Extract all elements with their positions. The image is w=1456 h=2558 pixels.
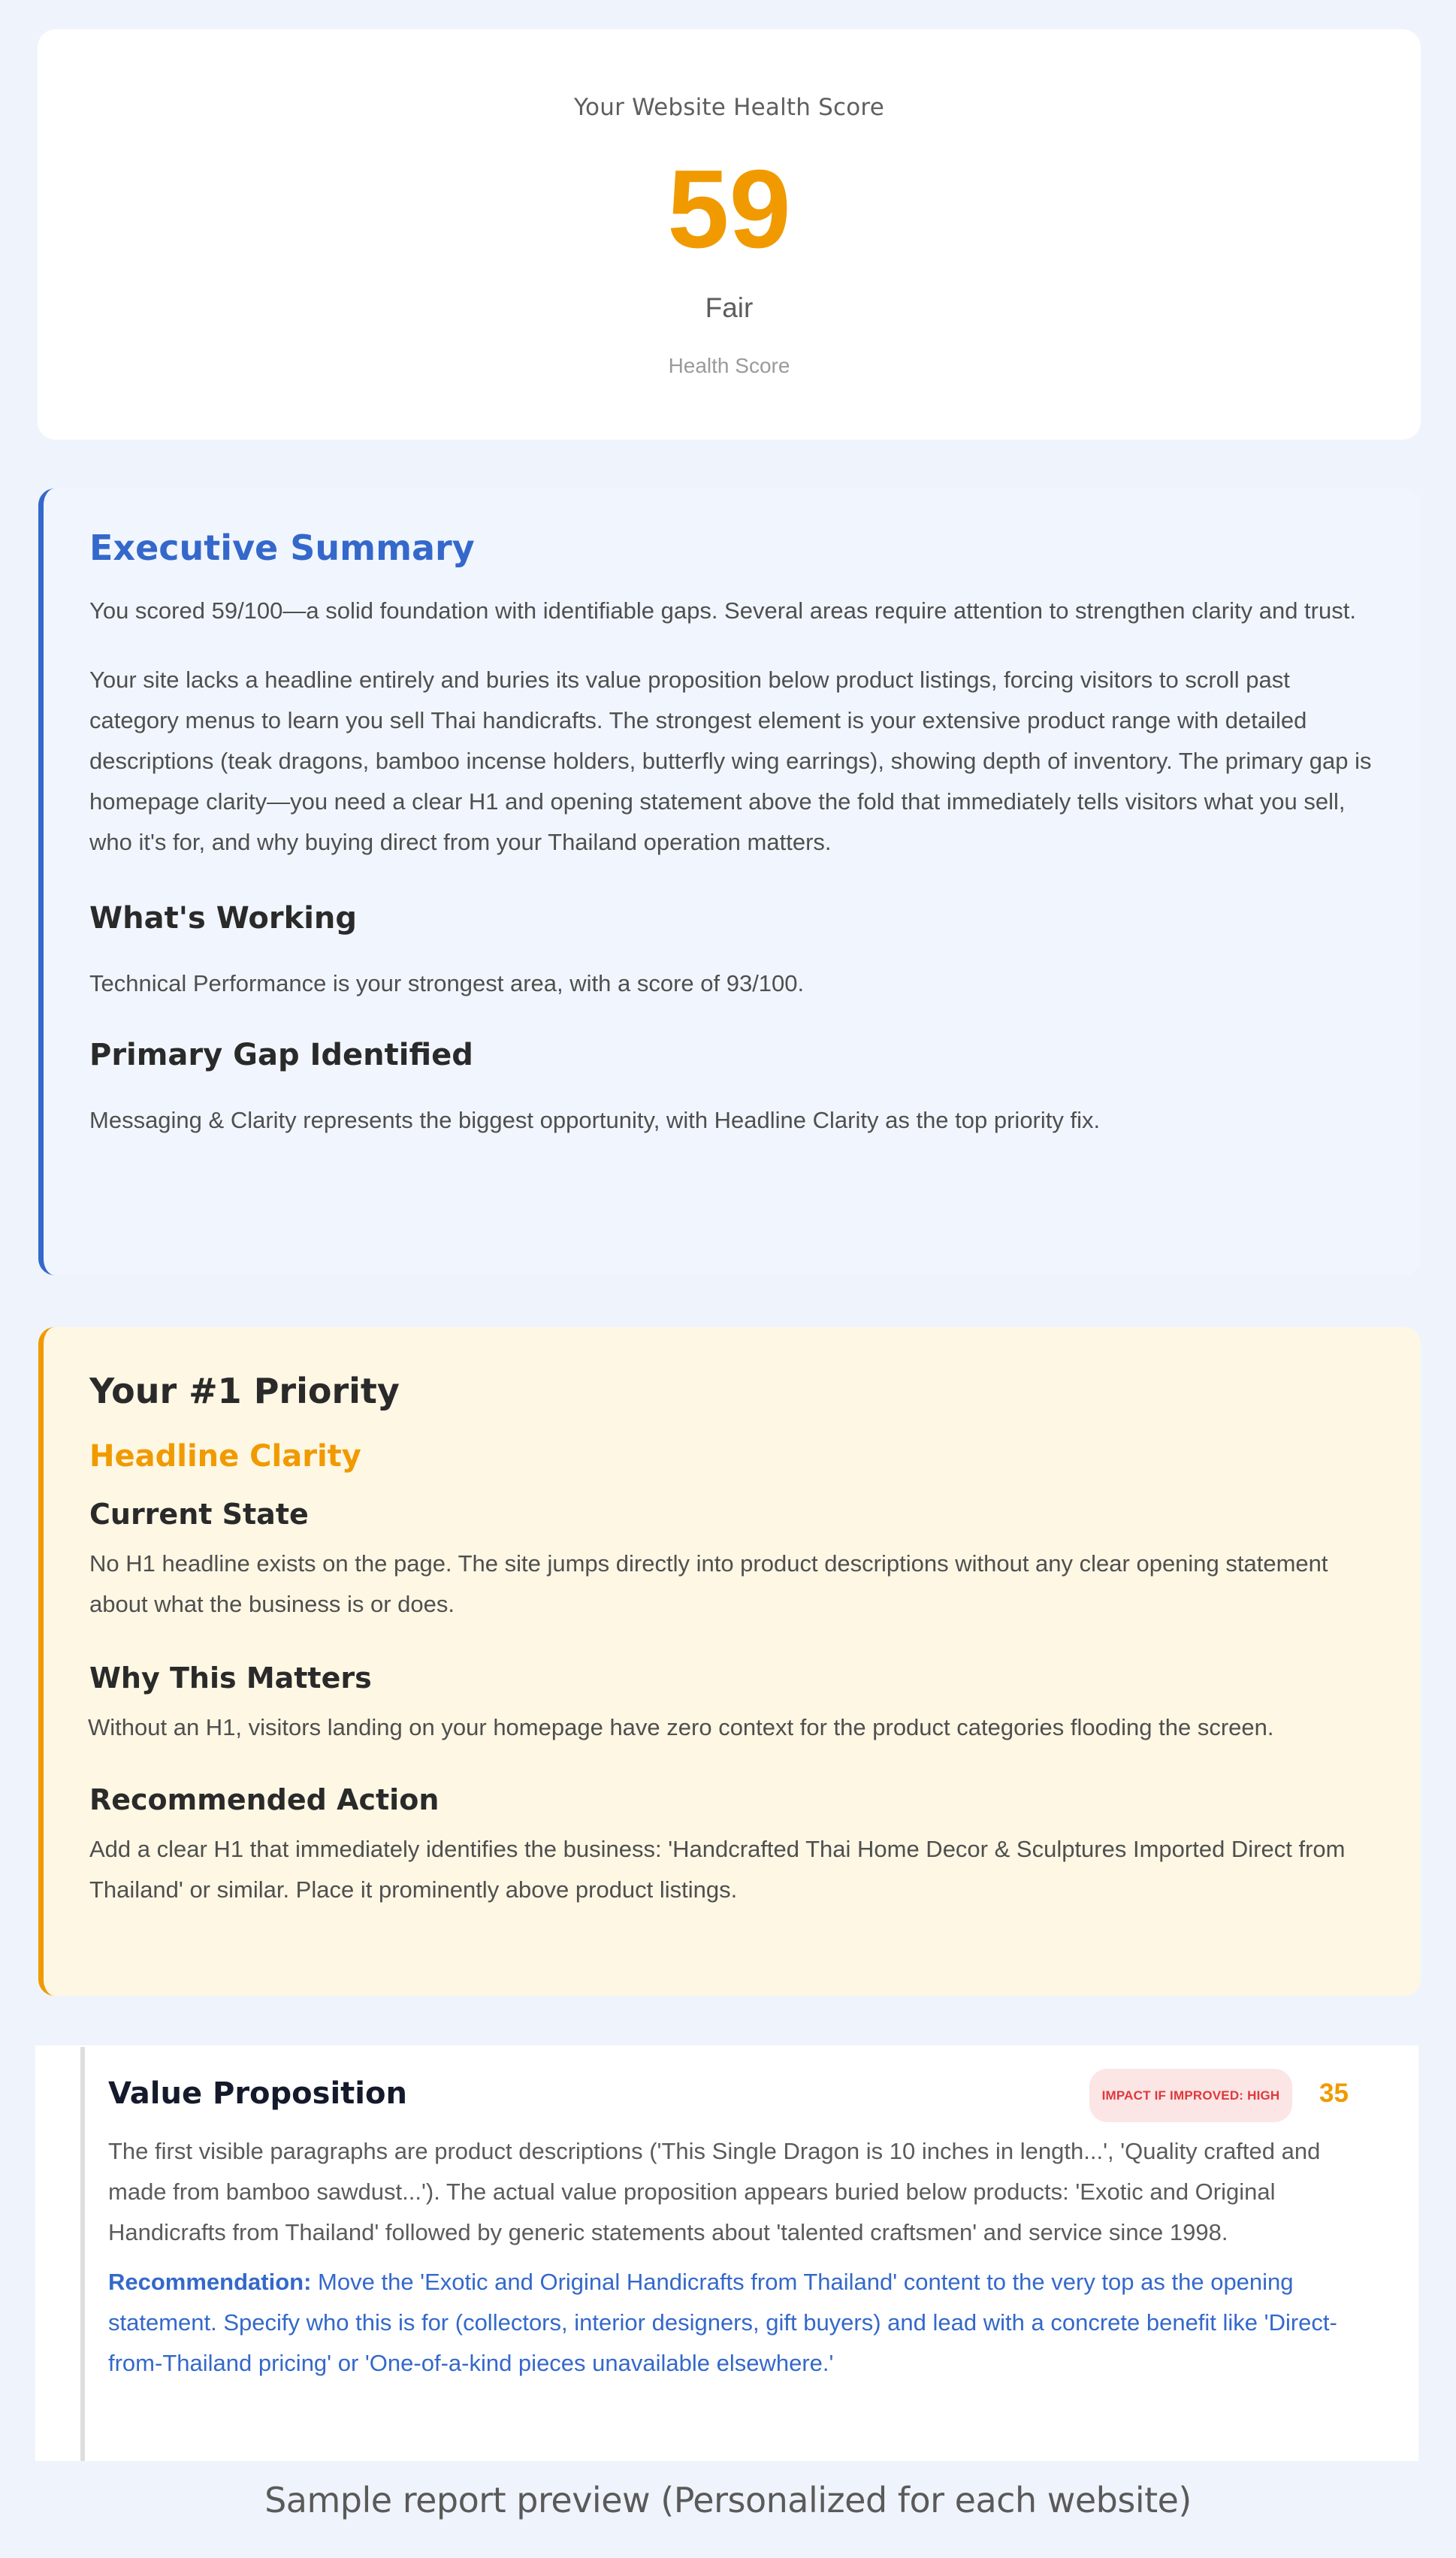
- top-priority-card: [38, 1327, 1421, 1996]
- finding-item-value-proposition: [80, 2047, 1373, 2461]
- primary-gap-text: Messaging & Clarity represents the biggest opportunity, with Headline Clarity as the top priority fix.: [89, 1107, 1101, 1133]
- finding-description: The first visible paragraphs are product descriptions ('This Single Dragon is 10 inches in length...', 'Quality crafted and made from bamboo sawdust...'). The actual value proposition appears buried below products: 'Exotic and Original Handicrafts from Thailand' followed by generic statements about 'talented craftsmen' and service since 1998.: [108, 2138, 1321, 2245]
- impact-badge: IMPACT IF IMPROVED: HIGH: [1089, 2069, 1292, 2122]
- sample-report-caption: Sample report preview (Personalized for each website): [264, 2480, 1192, 2520]
- whats-working-heading: What's Working: [89, 901, 358, 936]
- finding-title: Value Proposition: [108, 2076, 407, 2111]
- current-state-text: No H1 headline exists on the page. The site jumps directly into product descriptions without any clear opening statement about what the business is or does.: [89, 1550, 1328, 1617]
- whats-working-text: Technical Performance is your strongest area, with a score of 93/100.: [89, 970, 805, 996]
- recommended-action-heading: Recommended Action: [89, 1783, 440, 1816]
- primary-gap-heading: Primary Gap Identified: [89, 1038, 473, 1072]
- recommended-action-text: Add a clear H1 that immediately identifies the business: 'Handcrafted Thai Home Decor & Sculptures Imported Direct from Thailand' or similar. Place it prominently above product listings.: [89, 1836, 1346, 1903]
- executive-summary-title: Executive Summary: [89, 528, 475, 568]
- executive-summary-paragraph: Your site lacks a headline entirely and buries its value proposition below product listings, forcing visitors to scroll past category menus to learn you sell Thai handicrafts. The strongest element is your extensive product range with detailed descriptions (teak dragons, bamboo incense holders, butterfly wing earrings), showing depth of inventory. The primary gap is homepage clarity—you need a clear H1 and opening statement above the fold that immediately tells visitors what you sell, who it's for, and why buying direct from your Thailand operation matters.: [89, 667, 1372, 855]
- executive-summary-paragraph: You scored 59/100—a solid foundation with identifiable gaps. Several areas require attention to strengthen clarity and trust.: [89, 597, 1356, 624]
- finding-header: [108, 2047, 1373, 2130]
- current-state-heading: Current State: [89, 1498, 309, 1531]
- health-score-card: [38, 29, 1421, 440]
- health-score-title: Your Website Health Score: [574, 94, 884, 121]
- why-this-matters-heading: Why This Matters: [89, 1661, 372, 1695]
- recommendation-label: Recommendation:: [108, 2269, 312, 2295]
- finding-score: 35: [1319, 2079, 1349, 2108]
- executive-summary-card: [38, 488, 1421, 1275]
- priority-title: Your #1 Priority: [89, 1371, 400, 1411]
- recommendation-text: Move the 'Exotic and Original Handicrafts from Thailand' content to the very top as the opening statement. Specify who this is for (collectors, interior designers, gift buyers) and lead with a concrete benefit like 'Direct-from-Thailand pricing' or 'One-of-a-kind pieces unavailable elsewhere.': [108, 2269, 1337, 2376]
- health-score-value: 59: [667, 147, 791, 271]
- priority-subtitle: Headline Clarity: [89, 1439, 361, 1474]
- health-score-label: Health Score: [668, 354, 790, 377]
- findings-card: [35, 2045, 1418, 2461]
- health-score-rating: Fair: [705, 292, 754, 323]
- finding-recommendation: [108, 2262, 1370, 2384]
- why-this-matters-text: Without an H1, visitors landing on your homepage have zero context for the product categories flooding the screen.: [88, 1714, 1274, 1740]
